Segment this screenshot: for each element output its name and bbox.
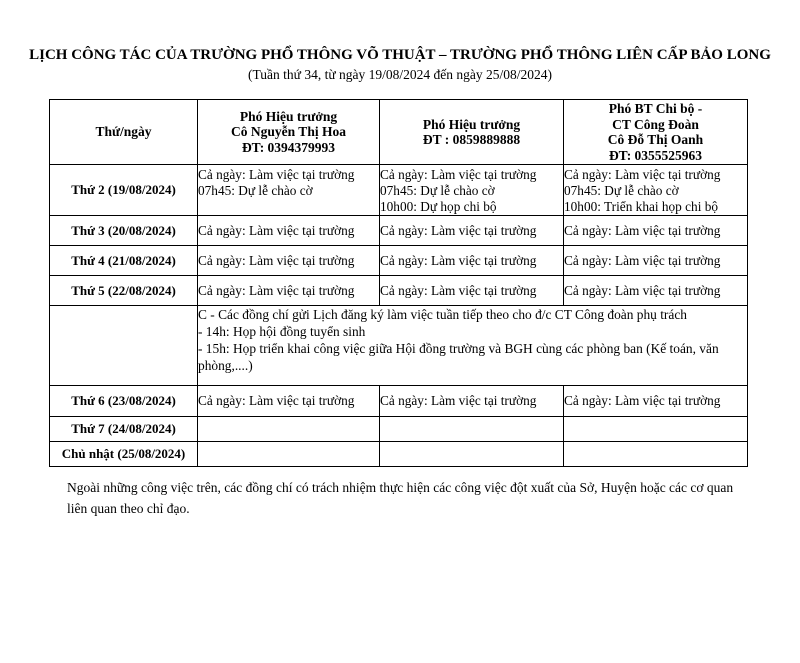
table-row-monday (50, 165, 748, 216)
header-vice-principal-2 (380, 100, 564, 165)
schedule-line: Cả ngày: Làm việc tại trường (564, 252, 721, 268)
schedule-cell (564, 386, 748, 417)
day-cell: Thứ 2 (19/08/2024) (50, 165, 198, 216)
schedule-line: Cả ngày: Làm việc tại trường (380, 393, 537, 408)
schedule-cell (198, 417, 380, 442)
schedule-line: Cả ngày: Làm việc tại trường (198, 393, 355, 408)
schedule-cell (380, 442, 564, 467)
schedule-line: Cả ngày: Làm việc tại trường (198, 222, 355, 238)
schedule-cell (380, 165, 564, 216)
schedule-line: Cả ngày: Làm việc tại trường (380, 282, 537, 298)
day-cell: Thứ 7 (24/08/2024) (50, 417, 198, 442)
schedule-line: 10h00: Triển khai họp chi bộ (564, 199, 719, 214)
day-cell: Thứ 4 (21/08/2024) (50, 246, 198, 276)
schedule-cell (564, 417, 748, 442)
header-line: Phó Hiệu trưởng (422, 116, 521, 132)
schedule-cell (198, 246, 380, 276)
header-line: Phó BT Chi bộ - (608, 101, 703, 116)
schedule-cell (380, 246, 564, 276)
header-line: Cô Nguyễn Thị Hoa (231, 124, 346, 140)
schedule-cell (198, 276, 380, 306)
header-line: Phó Hiệu trưởng (239, 108, 338, 124)
table-row-saturday (50, 417, 748, 442)
day-cell (50, 306, 198, 386)
schedule-cell (198, 216, 380, 246)
table-row-sunday (50, 442, 748, 467)
schedule-line: Cả ngày: Làm việc tại trường (198, 282, 355, 298)
table-row-wednesday (50, 246, 748, 276)
schedule-line: Cả ngày: Làm việc tại trường (564, 222, 721, 238)
schedule-cell (198, 442, 380, 467)
header-line: Cô Đỗ Thị Oanh (607, 132, 704, 147)
schedule-line: 07h45: Dự lễ chào cờ (380, 183, 495, 198)
footer-note: Ngoài những công việc trên, các đồng chí có trách nhiệm thực hiện các công việc đột xuất của Sở, Huyện hoặc các cơ quan liên quan theo chỉ đạo. (67, 480, 734, 516)
note-line: C - Các đồng chí gửi Lịch đăng ký làm việc tuần tiếp theo cho đ/c CT Công đoàn phụ trách (198, 307, 687, 322)
table-row-thursday (50, 276, 748, 306)
schedule-cell (564, 246, 748, 276)
note-cell (198, 306, 748, 386)
header-vice-principal-1 (198, 100, 380, 165)
schedule-cell (380, 386, 564, 417)
schedule-line: Cả ngày: Làm việc tại trường (564, 393, 721, 408)
schedule-cell (380, 417, 564, 442)
header-line: ĐT: 0394379993 (241, 139, 336, 155)
schedule-table (49, 99, 748, 467)
schedule-cell (564, 216, 748, 246)
schedule-line: Cả ngày: Làm việc tại trường (380, 167, 537, 182)
schedule-line: Cả ngày: Làm việc tại trường (380, 222, 537, 238)
schedule-line: 07h45: Dự lễ chào cờ (564, 183, 679, 198)
schedule-cell (198, 386, 380, 417)
table-header-row (50, 100, 748, 165)
header-line: ĐT : 0859889888 (422, 132, 521, 147)
table-row-friday (50, 386, 748, 417)
header-line: ĐT: 0355525963 (608, 147, 703, 163)
note-line: - 14h: Họp hội đồng tuyển sinh (198, 324, 366, 339)
schedule-cell (198, 165, 380, 216)
schedule-line: Cả ngày: Làm việc tại trường (564, 167, 721, 182)
note-line: - 15h: Họp triển khai công việc giữa Hội đồng trường và BGH cùng các phòng ban (Kế toán, văn phòng,....) (198, 341, 719, 373)
day-cell: Thứ 6 (23/08/2024) (50, 386, 198, 417)
page-subtitle: (Tuần thứ 34, từ ngày 19/08/2024 đến ngày 25/08/2024) (248, 67, 552, 82)
schedule-line: 07h45: Dự lễ chào cờ (198, 183, 313, 198)
schedule-line: Cả ngày: Làm việc tại trường (380, 252, 537, 268)
header-day-column (50, 100, 198, 165)
day-cell: Chủ nhật (25/08/2024) (50, 442, 198, 467)
schedule-line: Cả ngày: Làm việc tại trường (198, 167, 355, 182)
schedule-line: 10h00: Dự họp chi bộ (380, 199, 497, 214)
page-title: LỊCH CÔNG TÁC CỦA TRƯỜNG PHỔ THÔNG VÕ THUẬT – TRƯỜNG PHỔ THÔNG LIÊN CẤP BẢO LONG (29, 47, 771, 63)
schedule-cell (380, 216, 564, 246)
schedule-cell (380, 276, 564, 306)
header-line: Thứ/ngày (95, 124, 152, 140)
table-row-note (50, 306, 748, 386)
day-cell: Thứ 3 (20/08/2024) (50, 216, 198, 246)
schedule-line: Cả ngày: Làm việc tại trường (564, 282, 721, 298)
schedule-cell (564, 276, 748, 306)
table-row-tuesday (50, 216, 748, 246)
header-party-union-chair (564, 100, 748, 165)
header-line: CT Công Đoàn (612, 116, 699, 132)
schedule-cell (564, 165, 748, 216)
schedule-cell (564, 442, 748, 467)
schedule-line: Cả ngày: Làm việc tại trường (198, 252, 355, 268)
day-cell: Thứ 5 (22/08/2024) (50, 276, 198, 306)
